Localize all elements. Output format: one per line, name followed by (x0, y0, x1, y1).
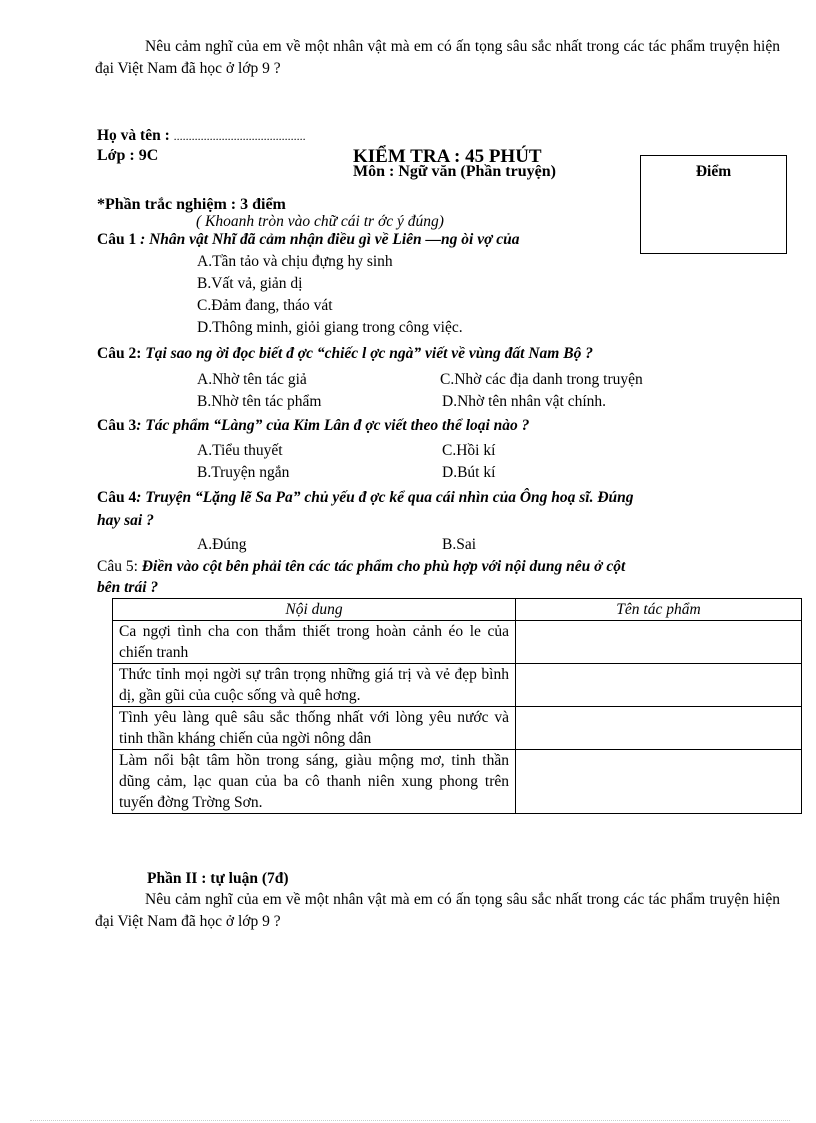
row-answer-cell[interactable] (516, 621, 802, 664)
table-row (113, 664, 802, 707)
row-answer-cell[interactable] (516, 707, 802, 750)
header-work-title: Tên tác phẩm (516, 599, 802, 621)
question-1-label: Câu 1 (97, 231, 137, 248)
part2-essay-prompt: Nêu cảm nghĩ của em về một nhân vật mà em có ấn tọng sâu sắc nhất trong các tác phẩm truyện hiện đại Việt Nam đã học ở lớp 9 ? (95, 891, 780, 930)
q4-option-b[interactable]: B.Sai (442, 536, 477, 553)
table-header-row (113, 599, 802, 621)
question-4-text-line1: : Truyện “Lặng lẽ Sa Pa” chủ yếu đ ợc kể qua cái nhìn của Ông hoạ sĩ. Đúng (136, 489, 634, 506)
question-4-text-line2: hay sai ? (97, 512, 154, 529)
q3-option-a[interactable]: A.Tiểu thuyết (197, 442, 283, 459)
question-2-text: Tại sao ng ời đọc biết đ ợc “chiếc l ợc ngà” viết về vùng đất Nam Bộ ? (145, 345, 593, 362)
row-content: Tình yêu làng quê sâu sắc thống nhất với lòng yêu nước và tinh thần kháng chiến của ngời nông dân (113, 707, 516, 750)
part1-title: *Phần trắc nghiệm : 3 điểm (97, 196, 286, 213)
question-5 (97, 556, 625, 578)
subject-label: Môn : Ngữ văn (Phần truyện) (353, 163, 556, 180)
question-5-text-line2: bên trái ? (97, 579, 159, 596)
name-dots: ............................................ (173, 129, 306, 143)
row-answer-cell[interactable] (516, 750, 802, 814)
table-row (113, 621, 802, 664)
top-essay-prompt: Nêu cảm nghĩ của em về một nhân vật mà em có ấn tọng sâu sắc nhất trong các tác phẩm truyện hiện đại Việt Nam đã học ở lớp 9 ? (95, 38, 780, 77)
score-label: Điểm (695, 163, 732, 180)
question-1 (97, 229, 520, 251)
q2-option-b[interactable]: B.Nhờ tên tác phẩm (197, 393, 322, 410)
question-3-label: Câu 3 (97, 417, 137, 434)
class-label: Lớp : 9C (97, 147, 159, 164)
table-row (113, 707, 802, 750)
question-4 (97, 487, 634, 509)
question-2 (97, 343, 593, 365)
q3-option-b[interactable]: B.Truyện ngắn (197, 464, 290, 481)
header-content: Nội dung (113, 599, 516, 621)
question-1-text: : Nhân vật Nhĩ đã cảm nhận điều gì về Liên —ng òi vợ của (136, 231, 520, 248)
question-5-text-line1: Điền vào cột bên phải tên các tác phẩm cho phù hợp với nội dung nêu ở cột (141, 558, 626, 575)
question-2-label: Câu 2: (97, 345, 146, 362)
row-answer-cell[interactable] (516, 664, 802, 707)
table-row (113, 750, 802, 814)
q1-option-c[interactable]: C.Đảm đang, tháo vát (197, 297, 333, 314)
q2-option-d[interactable]: D.Nhờ tên nhân vật chính. (442, 393, 607, 410)
row-content: Làm nổi bật tâm hồn trong sáng, giàu mộng mơ, tinh thần dũng cảm, lạc quan của ba cô thanh niên xung phong trên tuyến đờng Trờng Sơn. (113, 750, 516, 814)
exam-title: KIỂM TRA : 45 PHÚT (353, 146, 542, 167)
question-3-text: : Tác phẩm “Làng” của Kim Lân đ ợc viết theo thể loại nào ? (136, 417, 530, 434)
q1-option-b[interactable]: B.Vất vả, giản dị (197, 275, 303, 292)
answer-table (112, 598, 802, 814)
q1-option-d[interactable]: D.Thông minh, giỏi giang trong công việc. (197, 319, 463, 336)
question-3 (97, 415, 529, 437)
name-label: Họ và tên : (97, 127, 174, 144)
q4-option-a[interactable]: A.Đúng (197, 536, 247, 553)
q1-option-a[interactable]: A.Tần tảo và chịu đựng hy sinh (197, 253, 393, 270)
row-content: Ca ngợi tình cha con thắm thiết trong hoàn cảnh éo le của chiến tranh (113, 621, 516, 664)
q2-option-a[interactable]: A.Nhờ tên tác giả (197, 371, 307, 388)
q3-option-c[interactable]: C.Hồi kí (442, 442, 496, 459)
q2-option-c[interactable]: C.Nhờ các địa danh trong truyện (440, 371, 643, 388)
question-4-label: Câu 4 (97, 489, 137, 506)
footer-divider (30, 1120, 790, 1121)
score-box (640, 155, 787, 254)
q3-option-d[interactable]: D.Bút kí (442, 464, 496, 481)
name-field (97, 125, 306, 147)
row-content: Thức tỉnh mọi ngời sự trân trọng những giá trị và vẻ đẹp bình dị, gần gũi của cuộc sống và quê hơng. (113, 664, 516, 707)
part2-title: Phần II : tự luận (7đ) (147, 870, 289, 887)
question-5-label: Câu 5: (97, 558, 142, 575)
part1-instruction: ( Khoanh tròn vào chữ cái tr ớc ý đúng) (196, 213, 444, 230)
